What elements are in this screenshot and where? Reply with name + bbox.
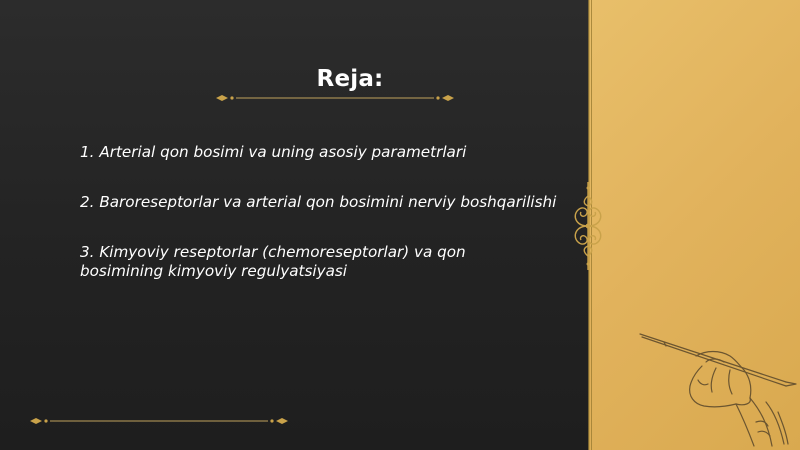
hand-holding-pen-icon <box>636 326 800 450</box>
agenda-item: 2. Baroreseptorlar va arterial qon bosimini nerviy boshqarilishi <box>80 193 557 211</box>
agenda-item: 1. Arterial qon bosimi va uning asosiy parametrlari <box>80 143 467 161</box>
ornamental-divider-icon <box>214 92 456 104</box>
slide-title: Reja: <box>316 66 384 92</box>
scroll-ornament-icon <box>566 182 610 270</box>
agenda-item: 3. Kimyoviy reseptorlar (chemoreseptorlar) va qon bosimining kimyoviy regulyatsiyasi <box>80 243 466 280</box>
ornamental-divider-icon <box>28 415 290 427</box>
